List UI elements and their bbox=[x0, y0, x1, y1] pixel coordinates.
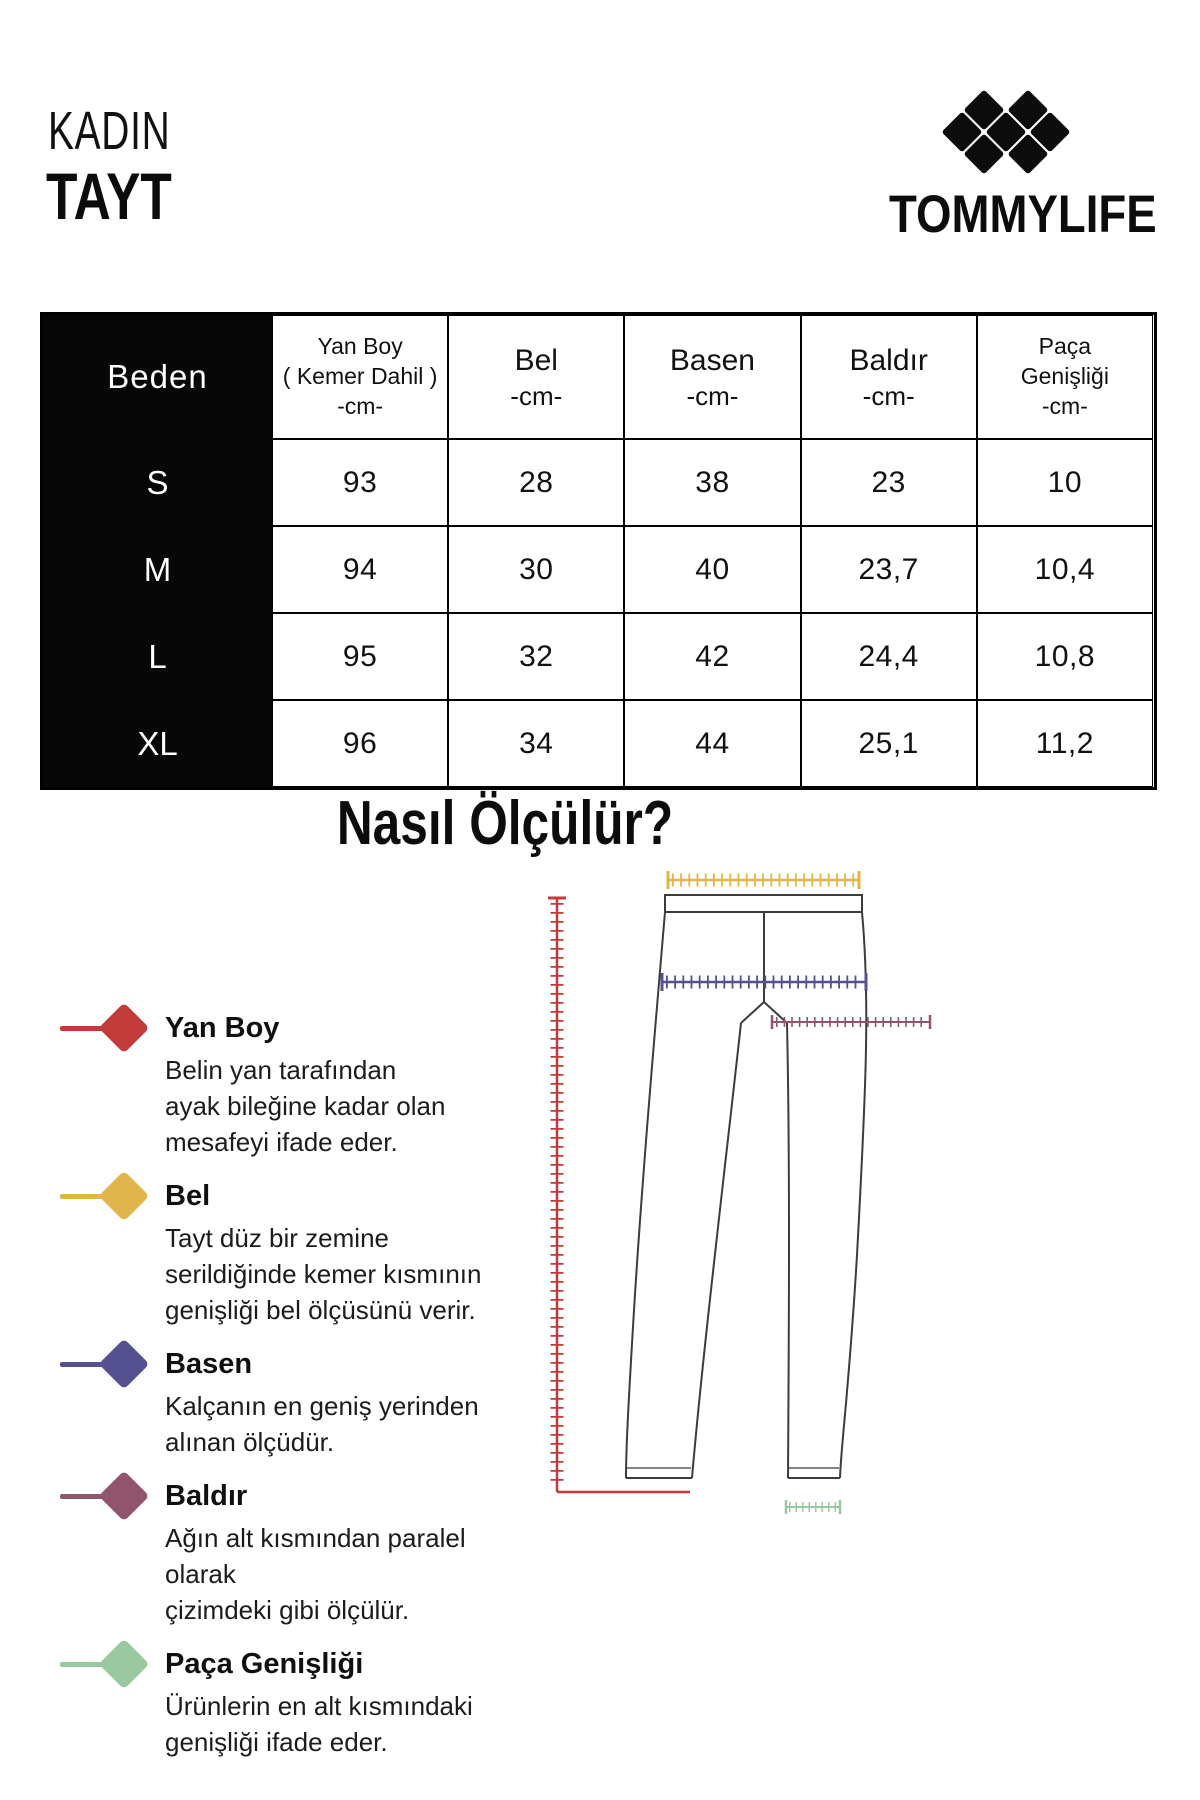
section-title: Nasıl Ölçülür? bbox=[336, 789, 674, 858]
header-cell-paca-genisligi: Paça Genişliği -cm- bbox=[977, 315, 1153, 439]
yan-boy-diamond-icon bbox=[99, 1003, 150, 1054]
size-value: 24,4 bbox=[801, 613, 977, 700]
bel-marker bbox=[60, 1176, 165, 1216]
size-value: 44 bbox=[624, 700, 800, 787]
size-value: 32 bbox=[448, 613, 624, 700]
size-label: M bbox=[43, 526, 272, 613]
legend-term: Bel bbox=[165, 1180, 211, 1212]
legend-item-paca-genisligi bbox=[60, 1644, 540, 1760]
measurement-legend bbox=[60, 1008, 540, 1776]
paca-marker bbox=[60, 1644, 165, 1684]
legend-item-bel bbox=[60, 1176, 540, 1328]
legend-item-basen bbox=[60, 1344, 540, 1460]
size-value: 96 bbox=[272, 700, 448, 787]
size-value: 93 bbox=[272, 439, 448, 526]
header-cell-beden: Beden bbox=[43, 315, 272, 439]
measurement-diagram bbox=[540, 855, 960, 1535]
legend-description: Tayt düz bir zemine serildiğinde kemer kısmının genişliği bel ölçüsünü verir. bbox=[165, 1223, 482, 1325]
size-value: 10 bbox=[977, 439, 1153, 526]
legend-description: Belin yan tarafından ayak bileğine kadar olan mesafeyi ifade eder. bbox=[165, 1055, 446, 1157]
size-label: XL bbox=[43, 700, 272, 787]
product-type-label: TAYT bbox=[46, 159, 172, 233]
paca-diamond-icon bbox=[99, 1639, 150, 1690]
header-cell-yan-boy: Yan Boy ( Kemer Dahil ) -cm- bbox=[272, 315, 448, 439]
header-cell-basen: Basen -cm- bbox=[624, 315, 800, 439]
legend-description: Ürünlerin en alt kısmındaki genişliği ifade eder. bbox=[165, 1691, 473, 1757]
legend-description: Ağın alt kısmından paralel olarak çizimdeki gibi ölçülür. bbox=[165, 1523, 466, 1625]
size-label: L bbox=[43, 613, 272, 700]
size-label: S bbox=[43, 439, 272, 526]
size-value: 10,8 bbox=[977, 613, 1153, 700]
baldir-ruler bbox=[772, 1015, 930, 1029]
legend-term: Paça Genişliği bbox=[165, 1648, 364, 1680]
bel-diamond-icon bbox=[99, 1171, 150, 1222]
yan-boy-ruler bbox=[548, 898, 690, 1492]
size-value: 28 bbox=[448, 439, 624, 526]
legend-term: Basen bbox=[165, 1348, 253, 1380]
size-table bbox=[40, 312, 1157, 790]
basen-marker bbox=[60, 1344, 165, 1384]
legend-item-baldir bbox=[60, 1476, 540, 1628]
size-value: 11,2 bbox=[977, 700, 1153, 787]
size-value: 94 bbox=[272, 526, 448, 613]
brand-logo bbox=[870, 86, 1157, 245]
size-value: 30 bbox=[448, 526, 624, 613]
size-value: 23,7 bbox=[801, 526, 977, 613]
yan-boy-marker bbox=[60, 1008, 165, 1048]
size-value: 10,4 bbox=[977, 526, 1153, 613]
size-value: 40 bbox=[624, 526, 800, 613]
header-cell-baldir: Baldır -cm- bbox=[801, 315, 977, 439]
legend-item-yan-boy bbox=[60, 1008, 540, 1160]
bel-ruler bbox=[668, 871, 859, 889]
brand-diamond-mark-icon bbox=[938, 86, 1074, 180]
basen-diamond-icon bbox=[99, 1339, 150, 1390]
baldir-marker bbox=[60, 1476, 165, 1516]
paca-genisligi-ruler bbox=[786, 1500, 840, 1514]
size-value: 38 bbox=[624, 439, 800, 526]
size-value: 25,1 bbox=[801, 700, 977, 787]
category-label: KADIN bbox=[48, 101, 171, 161]
size-value: 23 bbox=[801, 439, 977, 526]
baldir-diamond-icon bbox=[99, 1471, 150, 1522]
legend-term: Baldır bbox=[165, 1480, 248, 1512]
header-cell-bel: Bel -cm- bbox=[448, 315, 624, 439]
brand-wordmark: TOMMYLIFE bbox=[889, 185, 1157, 244]
legend-description: Kalçanın en geniş yerinden alınan ölçüdür. bbox=[165, 1391, 479, 1457]
size-value: 42 bbox=[624, 613, 800, 700]
legend-term: Yan Boy bbox=[165, 1012, 280, 1044]
size-value: 95 bbox=[272, 613, 448, 700]
size-value: 34 bbox=[448, 700, 624, 787]
